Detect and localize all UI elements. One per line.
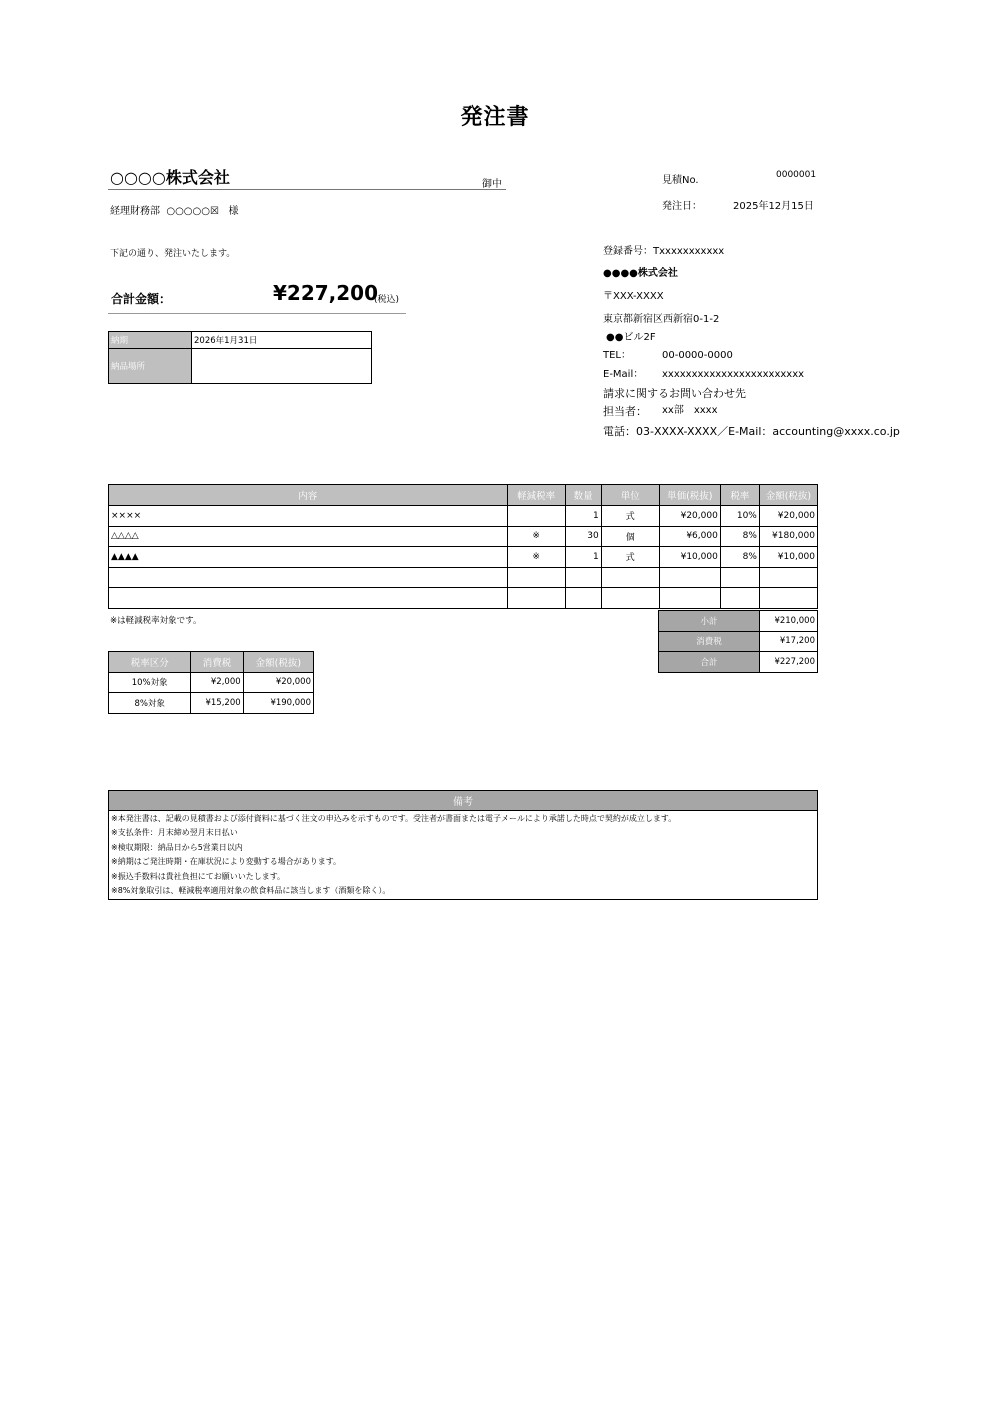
remarks-line: ※支払条件：月末締め翌月末日払い bbox=[111, 828, 238, 838]
header-amount: 金額(税抜) bbox=[759, 485, 817, 506]
header-quantity: 数量 bbox=[565, 485, 601, 506]
quote-no: 0000001 bbox=[776, 170, 817, 180]
remarks-body-row bbox=[109, 811, 818, 900]
item-quantity bbox=[565, 567, 601, 588]
staff-name: xx部 xxxx bbox=[662, 405, 718, 416]
document-title: 発注書 bbox=[460, 105, 530, 130]
remarks-table bbox=[108, 790, 818, 900]
inquiry-contact: 電話：03-XXXX-XXXX／E-Mail：accounting@xxxx.co.jp bbox=[603, 425, 900, 438]
table-row bbox=[109, 672, 314, 693]
taxable-amount: ¥20,000 bbox=[243, 672, 313, 693]
item-tax-rate bbox=[720, 567, 759, 588]
item-unit bbox=[601, 588, 659, 609]
item-tax-rate: 8% bbox=[720, 526, 759, 547]
item-quantity: 1 bbox=[565, 547, 601, 568]
tax-amount: ¥15,200 bbox=[191, 693, 243, 714]
issuer-postal: 〒XXX-XXXX bbox=[603, 291, 664, 302]
tax-amount: ¥2,000 bbox=[191, 672, 243, 693]
tax-category: 8%対象 bbox=[109, 693, 191, 714]
header-description: 内容 bbox=[109, 485, 508, 506]
header-unit-price: 単価(税抜) bbox=[659, 485, 720, 506]
client-contact bbox=[110, 202, 239, 217]
item-unit: 式 bbox=[601, 547, 659, 568]
item-unit: 式 bbox=[601, 506, 659, 527]
item-reduced-mark: ※ bbox=[507, 547, 565, 568]
remarks-line: ※振込手数料は貴社負担にてお願いいたします。 bbox=[111, 871, 286, 881]
item-description bbox=[109, 588, 508, 609]
summary-table bbox=[658, 610, 818, 673]
total-label: 合計金額： bbox=[111, 292, 172, 306]
subtotal-value: ¥210,000 bbox=[760, 611, 818, 632]
item-unit-price bbox=[659, 588, 720, 609]
table-row bbox=[109, 588, 818, 609]
item-description: ▲▲▲▲ bbox=[109, 547, 508, 568]
item-description bbox=[109, 567, 508, 588]
item-quantity bbox=[565, 588, 601, 609]
delivery-row-due bbox=[109, 332, 372, 349]
registration-number: 登録番号：Txxxxxxxxxxx bbox=[603, 246, 725, 257]
issuer-email-label: E-Mail： bbox=[603, 369, 644, 380]
summary-row-tax bbox=[659, 631, 818, 652]
item-reduced-mark bbox=[507, 588, 565, 609]
issuer-tel-label: TEL： bbox=[603, 350, 631, 361]
item-tax-rate: 8% bbox=[720, 547, 759, 568]
items-header-row bbox=[109, 485, 818, 506]
summary-row-total bbox=[659, 652, 818, 673]
item-amount bbox=[759, 588, 817, 609]
order-date-label: 発注日： bbox=[662, 201, 702, 212]
issuer-address1: 東京都新宿区西新宿0-1-2 bbox=[603, 314, 720, 325]
quote-no-label: 見積No. bbox=[662, 175, 699, 186]
table-row bbox=[109, 526, 818, 547]
summary-row-subtotal bbox=[659, 611, 818, 632]
remarks-heading: 備考 bbox=[109, 791, 818, 811]
delivery-row-place bbox=[109, 349, 372, 384]
due-label: 納期 bbox=[109, 332, 192, 349]
tax-breakdown-table bbox=[108, 651, 314, 714]
contact-honorific: 様 bbox=[228, 206, 239, 217]
remarks-line: ※検収期限：納品日から5営業日以内 bbox=[111, 842, 243, 852]
item-amount bbox=[759, 567, 817, 588]
total-amount: ¥227,200 bbox=[273, 281, 379, 305]
item-amount: ¥20,000 bbox=[759, 506, 817, 527]
place-value bbox=[192, 349, 372, 384]
item-unit-price: ¥6,000 bbox=[659, 526, 720, 547]
client-underline bbox=[108, 189, 506, 190]
issuer-email: xxxxxxxxxxxxxxxxxxxxxxxx bbox=[662, 369, 805, 380]
tax-category: 10%対象 bbox=[109, 672, 191, 693]
remarks-body bbox=[109, 811, 818, 900]
reduced-rate-note: ※は軽減税率対象です。 bbox=[110, 616, 202, 626]
client-suffix: 御中 bbox=[482, 179, 502, 190]
item-unit-price: ¥10,000 bbox=[659, 547, 720, 568]
item-reduced-mark bbox=[507, 506, 565, 527]
department: 経理財務部 bbox=[110, 206, 160, 217]
items-table bbox=[108, 484, 818, 609]
item-unit-price: ¥20,000 bbox=[659, 506, 720, 527]
intro-text: 下記の通り、発注いたします。 bbox=[110, 249, 236, 259]
contact-person: ○○○○○☒ bbox=[166, 206, 219, 217]
tax-value: ¥17,200 bbox=[760, 631, 818, 652]
item-tax-rate: 10% bbox=[720, 506, 759, 527]
due-value: 2026年1月31日 bbox=[192, 332, 372, 349]
item-unit bbox=[601, 567, 659, 588]
item-tax-rate bbox=[720, 588, 759, 609]
remarks-line: ※8%対象取引は、軽減税率適用対象の飲食料品に該当します（酒類を除く）。 bbox=[111, 886, 391, 896]
header-unit: 単位 bbox=[601, 485, 659, 506]
item-amount: ¥10,000 bbox=[759, 547, 817, 568]
remarks-line: ※納期はご発注時期・在庫状況により変動する場合があります。 bbox=[111, 857, 342, 867]
tax-label: 消費税 bbox=[659, 631, 760, 652]
issuer-company: ●●●●株式会社 bbox=[603, 268, 678, 279]
header-amount-excl: 金額(税抜) bbox=[243, 652, 313, 673]
grand-total-value: ¥227,200 bbox=[760, 652, 818, 673]
item-description: △△△△ bbox=[109, 526, 508, 547]
grand-total-label: 合計 bbox=[659, 652, 760, 673]
client-name: ○○○○株式会社 bbox=[110, 168, 230, 187]
item-unit: 個 bbox=[601, 526, 659, 547]
issuer-tel: 00-0000-0000 bbox=[662, 350, 733, 361]
issuer-address2: ●●ビル2F bbox=[606, 332, 656, 343]
total-tax-note: (税込) bbox=[374, 295, 400, 305]
place-label: 納品場所 bbox=[109, 349, 192, 384]
table-row bbox=[109, 567, 818, 588]
remarks-header-row bbox=[109, 791, 818, 811]
item-unit-price bbox=[659, 567, 720, 588]
header-tax-rate: 税率 bbox=[720, 485, 759, 506]
table-row bbox=[109, 506, 818, 527]
header-tax-category: 税率区分 bbox=[109, 652, 191, 673]
item-description: ×××× bbox=[109, 506, 508, 527]
subtotal-label: 小計 bbox=[659, 611, 760, 632]
header-reduced-rate: 軽減税率 bbox=[507, 485, 565, 506]
order-date: 2025年12月15日 bbox=[733, 201, 814, 212]
item-amount: ¥180,000 bbox=[759, 526, 817, 547]
inquiry-heading: 請求に関するお問い合わせ先 bbox=[603, 387, 746, 400]
table-row bbox=[109, 693, 314, 714]
item-quantity: 30 bbox=[565, 526, 601, 547]
remarks-line: ※本発注書は、記載の見積書および添付資料に基づく注文の申込みを示すものです。受注者が書面または電子メールにより承諾した時点で契約が成立します。 bbox=[111, 814, 677, 823]
delivery-table bbox=[108, 331, 372, 384]
item-reduced-mark bbox=[507, 567, 565, 588]
tax-breakdown-header bbox=[109, 652, 314, 673]
taxable-amount: ¥190,000 bbox=[243, 693, 313, 714]
header-consumption-tax: 消費税 bbox=[191, 652, 243, 673]
item-reduced-mark: ※ bbox=[507, 526, 565, 547]
staff-label: 担当者： bbox=[603, 405, 647, 418]
table-row bbox=[109, 547, 818, 568]
item-quantity: 1 bbox=[565, 506, 601, 527]
total-underline bbox=[108, 313, 406, 314]
